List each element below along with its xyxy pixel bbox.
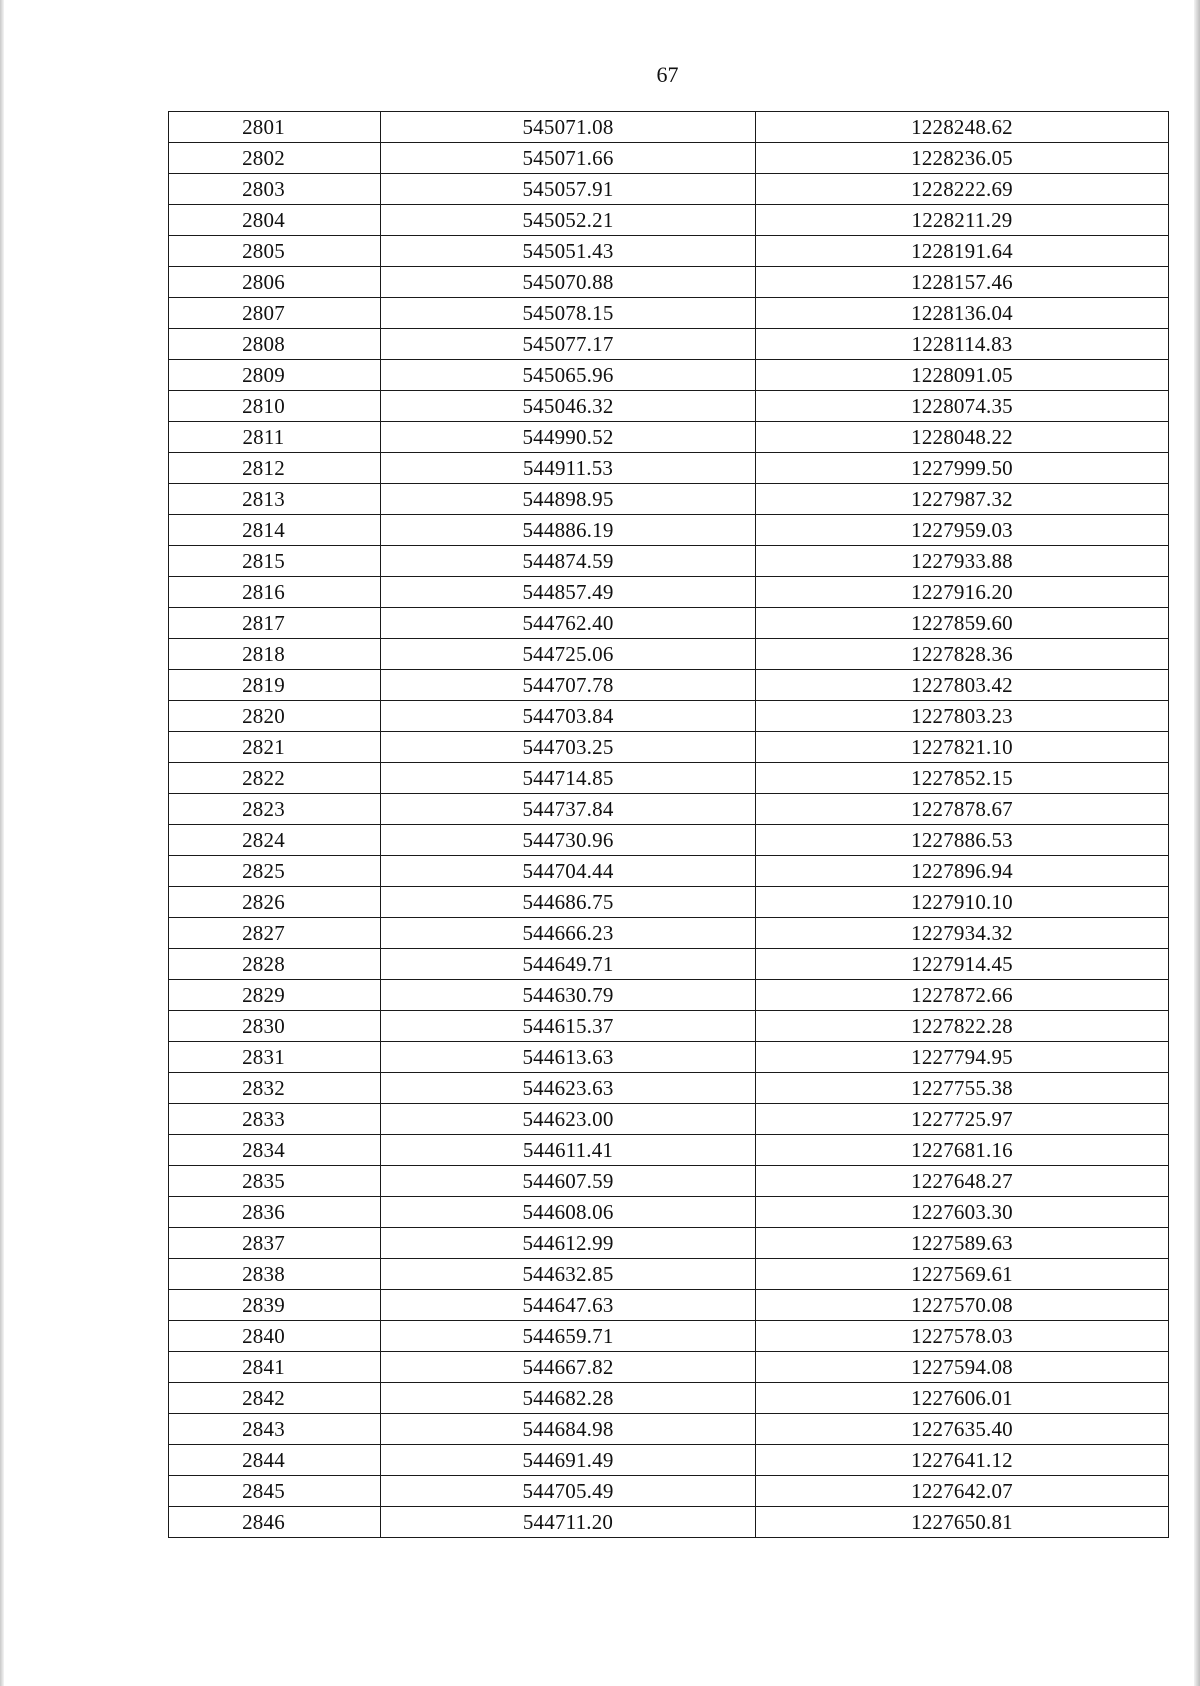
x-coordinate-cell: 544705.49 xyxy=(381,1476,756,1507)
coordinates-table-body xyxy=(169,112,1169,1538)
table-row xyxy=(169,1104,1169,1135)
table-row xyxy=(169,732,1169,763)
table-row xyxy=(169,1135,1169,1166)
point-number-cell: 2825 xyxy=(169,856,381,887)
x-coordinate-cell: 545078.15 xyxy=(381,298,756,329)
x-coordinate-cell: 544623.63 xyxy=(381,1073,756,1104)
y-coordinate-cell: 1227821.10 xyxy=(756,732,1169,763)
x-coordinate-cell: 544684.98 xyxy=(381,1414,756,1445)
point-number-cell: 2837 xyxy=(169,1228,381,1259)
y-coordinate-cell: 1228191.64 xyxy=(756,236,1169,267)
table-row xyxy=(169,515,1169,546)
table-row xyxy=(169,1290,1169,1321)
x-coordinate-cell: 544659.71 xyxy=(381,1321,756,1352)
point-number-cell: 2821 xyxy=(169,732,381,763)
y-coordinate-cell: 1227987.32 xyxy=(756,484,1169,515)
table-row xyxy=(169,1414,1169,1445)
point-number-cell: 2811 xyxy=(169,422,381,453)
y-coordinate-cell: 1227852.15 xyxy=(756,763,1169,794)
x-coordinate-cell: 544682.28 xyxy=(381,1383,756,1414)
point-number-cell: 2810 xyxy=(169,391,381,422)
table-row xyxy=(169,887,1169,918)
y-coordinate-cell: 1227822.28 xyxy=(756,1011,1169,1042)
y-coordinate-cell: 1227594.08 xyxy=(756,1352,1169,1383)
y-coordinate-cell: 1227872.66 xyxy=(756,980,1169,1011)
y-coordinate-cell: 1227933.88 xyxy=(756,546,1169,577)
point-number-cell: 2831 xyxy=(169,1042,381,1073)
point-number-cell: 2841 xyxy=(169,1352,381,1383)
point-number-cell: 2826 xyxy=(169,887,381,918)
point-number-cell: 2824 xyxy=(169,825,381,856)
y-coordinate-cell: 1227878.67 xyxy=(756,794,1169,825)
y-coordinate-cell: 1227755.38 xyxy=(756,1073,1169,1104)
table-row xyxy=(169,329,1169,360)
table-row xyxy=(169,794,1169,825)
point-number-cell: 2830 xyxy=(169,1011,381,1042)
table-row xyxy=(169,205,1169,236)
y-coordinate-cell: 1227828.36 xyxy=(756,639,1169,670)
point-number-cell: 2842 xyxy=(169,1383,381,1414)
y-coordinate-cell: 1228236.05 xyxy=(756,143,1169,174)
y-coordinate-cell: 1227914.45 xyxy=(756,949,1169,980)
x-coordinate-cell: 544990.52 xyxy=(381,422,756,453)
y-coordinate-cell: 1227569.61 xyxy=(756,1259,1169,1290)
point-number-cell: 2814 xyxy=(169,515,381,546)
table-row xyxy=(169,143,1169,174)
x-coordinate-cell: 545071.08 xyxy=(381,112,756,143)
x-coordinate-cell: 544730.96 xyxy=(381,825,756,856)
y-coordinate-cell: 1227635.40 xyxy=(756,1414,1169,1445)
y-coordinate-cell: 1227648.27 xyxy=(756,1166,1169,1197)
y-coordinate-cell: 1228048.22 xyxy=(756,422,1169,453)
x-coordinate-cell: 544714.85 xyxy=(381,763,756,794)
x-coordinate-cell: 544898.95 xyxy=(381,484,756,515)
y-coordinate-cell: 1227603.30 xyxy=(756,1197,1169,1228)
table-row xyxy=(169,112,1169,143)
y-coordinate-cell: 1227916.20 xyxy=(756,577,1169,608)
scan-edge-left xyxy=(0,0,4,1686)
y-coordinate-cell: 1228136.04 xyxy=(756,298,1169,329)
x-coordinate-cell: 544615.37 xyxy=(381,1011,756,1042)
x-coordinate-cell: 544608.06 xyxy=(381,1197,756,1228)
table-row xyxy=(169,701,1169,732)
x-coordinate-cell: 544647.63 xyxy=(381,1290,756,1321)
table-row xyxy=(169,825,1169,856)
y-coordinate-cell: 1227606.01 xyxy=(756,1383,1169,1414)
table-row xyxy=(169,1228,1169,1259)
x-coordinate-cell: 544874.59 xyxy=(381,546,756,577)
y-coordinate-cell: 1227570.08 xyxy=(756,1290,1169,1321)
y-coordinate-cell: 1228248.62 xyxy=(756,112,1169,143)
coordinates-table xyxy=(168,111,1169,1538)
point-number-cell: 2812 xyxy=(169,453,381,484)
y-coordinate-cell: 1227725.97 xyxy=(756,1104,1169,1135)
point-number-cell: 2834 xyxy=(169,1135,381,1166)
table-row xyxy=(169,1259,1169,1290)
x-coordinate-cell: 544623.00 xyxy=(381,1104,756,1135)
x-coordinate-cell: 544703.25 xyxy=(381,732,756,763)
x-coordinate-cell: 544632.85 xyxy=(381,1259,756,1290)
x-coordinate-cell: 544704.44 xyxy=(381,856,756,887)
point-number-cell: 2840 xyxy=(169,1321,381,1352)
x-coordinate-cell: 545071.66 xyxy=(381,143,756,174)
point-number-cell: 2804 xyxy=(169,205,381,236)
y-coordinate-cell: 1227859.60 xyxy=(756,608,1169,639)
scan-edge-right xyxy=(1194,0,1200,1686)
table-row xyxy=(169,918,1169,949)
point-number-cell: 2819 xyxy=(169,670,381,701)
y-coordinate-cell: 1227886.53 xyxy=(756,825,1169,856)
x-coordinate-cell: 544707.78 xyxy=(381,670,756,701)
table-row xyxy=(169,577,1169,608)
table-row xyxy=(169,484,1169,515)
x-coordinate-cell: 544649.71 xyxy=(381,949,756,980)
point-number-cell: 2829 xyxy=(169,980,381,1011)
y-coordinate-cell: 1227578.03 xyxy=(756,1321,1169,1352)
point-number-cell: 2817 xyxy=(169,608,381,639)
table-row xyxy=(169,1352,1169,1383)
table-row xyxy=(169,1166,1169,1197)
y-coordinate-cell: 1227934.32 xyxy=(756,918,1169,949)
y-coordinate-cell: 1227999.50 xyxy=(756,453,1169,484)
table-row xyxy=(169,1321,1169,1352)
x-coordinate-cell: 545065.96 xyxy=(381,360,756,391)
x-coordinate-cell: 544630.79 xyxy=(381,980,756,1011)
x-coordinate-cell: 544613.63 xyxy=(381,1042,756,1073)
table-row xyxy=(169,670,1169,701)
x-coordinate-cell: 545057.91 xyxy=(381,174,756,205)
point-number-cell: 2807 xyxy=(169,298,381,329)
y-coordinate-cell: 1227641.12 xyxy=(756,1445,1169,1476)
table-row xyxy=(169,1383,1169,1414)
y-coordinate-cell: 1228157.46 xyxy=(756,267,1169,298)
x-coordinate-cell: 544666.23 xyxy=(381,918,756,949)
table-row xyxy=(169,1073,1169,1104)
y-coordinate-cell: 1227959.03 xyxy=(756,515,1169,546)
point-number-cell: 2803 xyxy=(169,174,381,205)
table-row xyxy=(169,453,1169,484)
x-coordinate-cell: 545077.17 xyxy=(381,329,756,360)
point-number-cell: 2846 xyxy=(169,1507,381,1538)
x-coordinate-cell: 544686.75 xyxy=(381,887,756,918)
point-number-cell: 2806 xyxy=(169,267,381,298)
point-number-cell: 2818 xyxy=(169,639,381,670)
point-number-cell: 2838 xyxy=(169,1259,381,1290)
x-coordinate-cell: 544725.06 xyxy=(381,639,756,670)
x-coordinate-cell: 545052.21 xyxy=(381,205,756,236)
point-number-cell: 2802 xyxy=(169,143,381,174)
point-number-cell: 2823 xyxy=(169,794,381,825)
table-row xyxy=(169,639,1169,670)
table-row xyxy=(169,1197,1169,1228)
table-row xyxy=(169,1507,1169,1538)
point-number-cell: 2820 xyxy=(169,701,381,732)
table-row xyxy=(169,298,1169,329)
table-row xyxy=(169,1445,1169,1476)
table-row xyxy=(169,608,1169,639)
table-row xyxy=(169,763,1169,794)
y-coordinate-cell: 1228091.05 xyxy=(756,360,1169,391)
point-number-cell: 2801 xyxy=(169,112,381,143)
point-number-cell: 2809 xyxy=(169,360,381,391)
table-row xyxy=(169,980,1169,1011)
x-coordinate-cell: 544667.82 xyxy=(381,1352,756,1383)
table-row xyxy=(169,174,1169,205)
point-number-cell: 2822 xyxy=(169,763,381,794)
table-row xyxy=(169,1042,1169,1073)
table-row xyxy=(169,391,1169,422)
x-coordinate-cell: 544607.59 xyxy=(381,1166,756,1197)
table-row xyxy=(169,267,1169,298)
table-row xyxy=(169,422,1169,453)
y-coordinate-cell: 1227642.07 xyxy=(756,1476,1169,1507)
table-row xyxy=(169,546,1169,577)
point-number-cell: 2843 xyxy=(169,1414,381,1445)
y-coordinate-cell: 1227803.23 xyxy=(756,701,1169,732)
x-coordinate-cell: 545046.32 xyxy=(381,391,756,422)
table-row xyxy=(169,1011,1169,1042)
point-number-cell: 2836 xyxy=(169,1197,381,1228)
point-number-cell: 2813 xyxy=(169,484,381,515)
x-coordinate-cell: 544762.40 xyxy=(381,608,756,639)
page-number: 67 xyxy=(656,62,679,87)
x-coordinate-cell: 544691.49 xyxy=(381,1445,756,1476)
x-coordinate-cell: 544911.53 xyxy=(381,453,756,484)
x-coordinate-cell: 544886.19 xyxy=(381,515,756,546)
y-coordinate-cell: 1227681.16 xyxy=(756,1135,1169,1166)
x-coordinate-cell: 544703.84 xyxy=(381,701,756,732)
y-coordinate-cell: 1228211.29 xyxy=(756,205,1169,236)
y-coordinate-cell: 1227910.10 xyxy=(756,887,1169,918)
table-row xyxy=(169,236,1169,267)
x-coordinate-cell: 544612.99 xyxy=(381,1228,756,1259)
table-row xyxy=(169,949,1169,980)
point-number-cell: 2808 xyxy=(169,329,381,360)
y-coordinate-cell: 1227803.42 xyxy=(756,670,1169,701)
point-number-cell: 2805 xyxy=(169,236,381,267)
point-number-cell: 2827 xyxy=(169,918,381,949)
point-number-cell: 2844 xyxy=(169,1445,381,1476)
y-coordinate-cell: 1227589.63 xyxy=(756,1228,1169,1259)
point-number-cell: 2832 xyxy=(169,1073,381,1104)
x-coordinate-cell: 544611.41 xyxy=(381,1135,756,1166)
table-row xyxy=(169,1476,1169,1507)
y-coordinate-cell: 1227896.94 xyxy=(756,856,1169,887)
x-coordinate-cell: 545051.43 xyxy=(381,236,756,267)
point-number-cell: 2828 xyxy=(169,949,381,980)
point-number-cell: 2839 xyxy=(169,1290,381,1321)
y-coordinate-cell: 1228114.83 xyxy=(756,329,1169,360)
point-number-cell: 2845 xyxy=(169,1476,381,1507)
y-coordinate-cell: 1227650.81 xyxy=(756,1507,1169,1538)
point-number-cell: 2815 xyxy=(169,546,381,577)
y-coordinate-cell: 1228222.69 xyxy=(756,174,1169,205)
table-row xyxy=(169,856,1169,887)
point-number-cell: 2816 xyxy=(169,577,381,608)
x-coordinate-cell: 544711.20 xyxy=(381,1507,756,1538)
x-coordinate-cell: 544857.49 xyxy=(381,577,756,608)
table-row xyxy=(169,360,1169,391)
point-number-cell: 2833 xyxy=(169,1104,381,1135)
x-coordinate-cell: 545070.88 xyxy=(381,267,756,298)
y-coordinate-cell: 1227794.95 xyxy=(756,1042,1169,1073)
y-coordinate-cell: 1228074.35 xyxy=(756,391,1169,422)
point-number-cell: 2835 xyxy=(169,1166,381,1197)
x-coordinate-cell: 544737.84 xyxy=(381,794,756,825)
